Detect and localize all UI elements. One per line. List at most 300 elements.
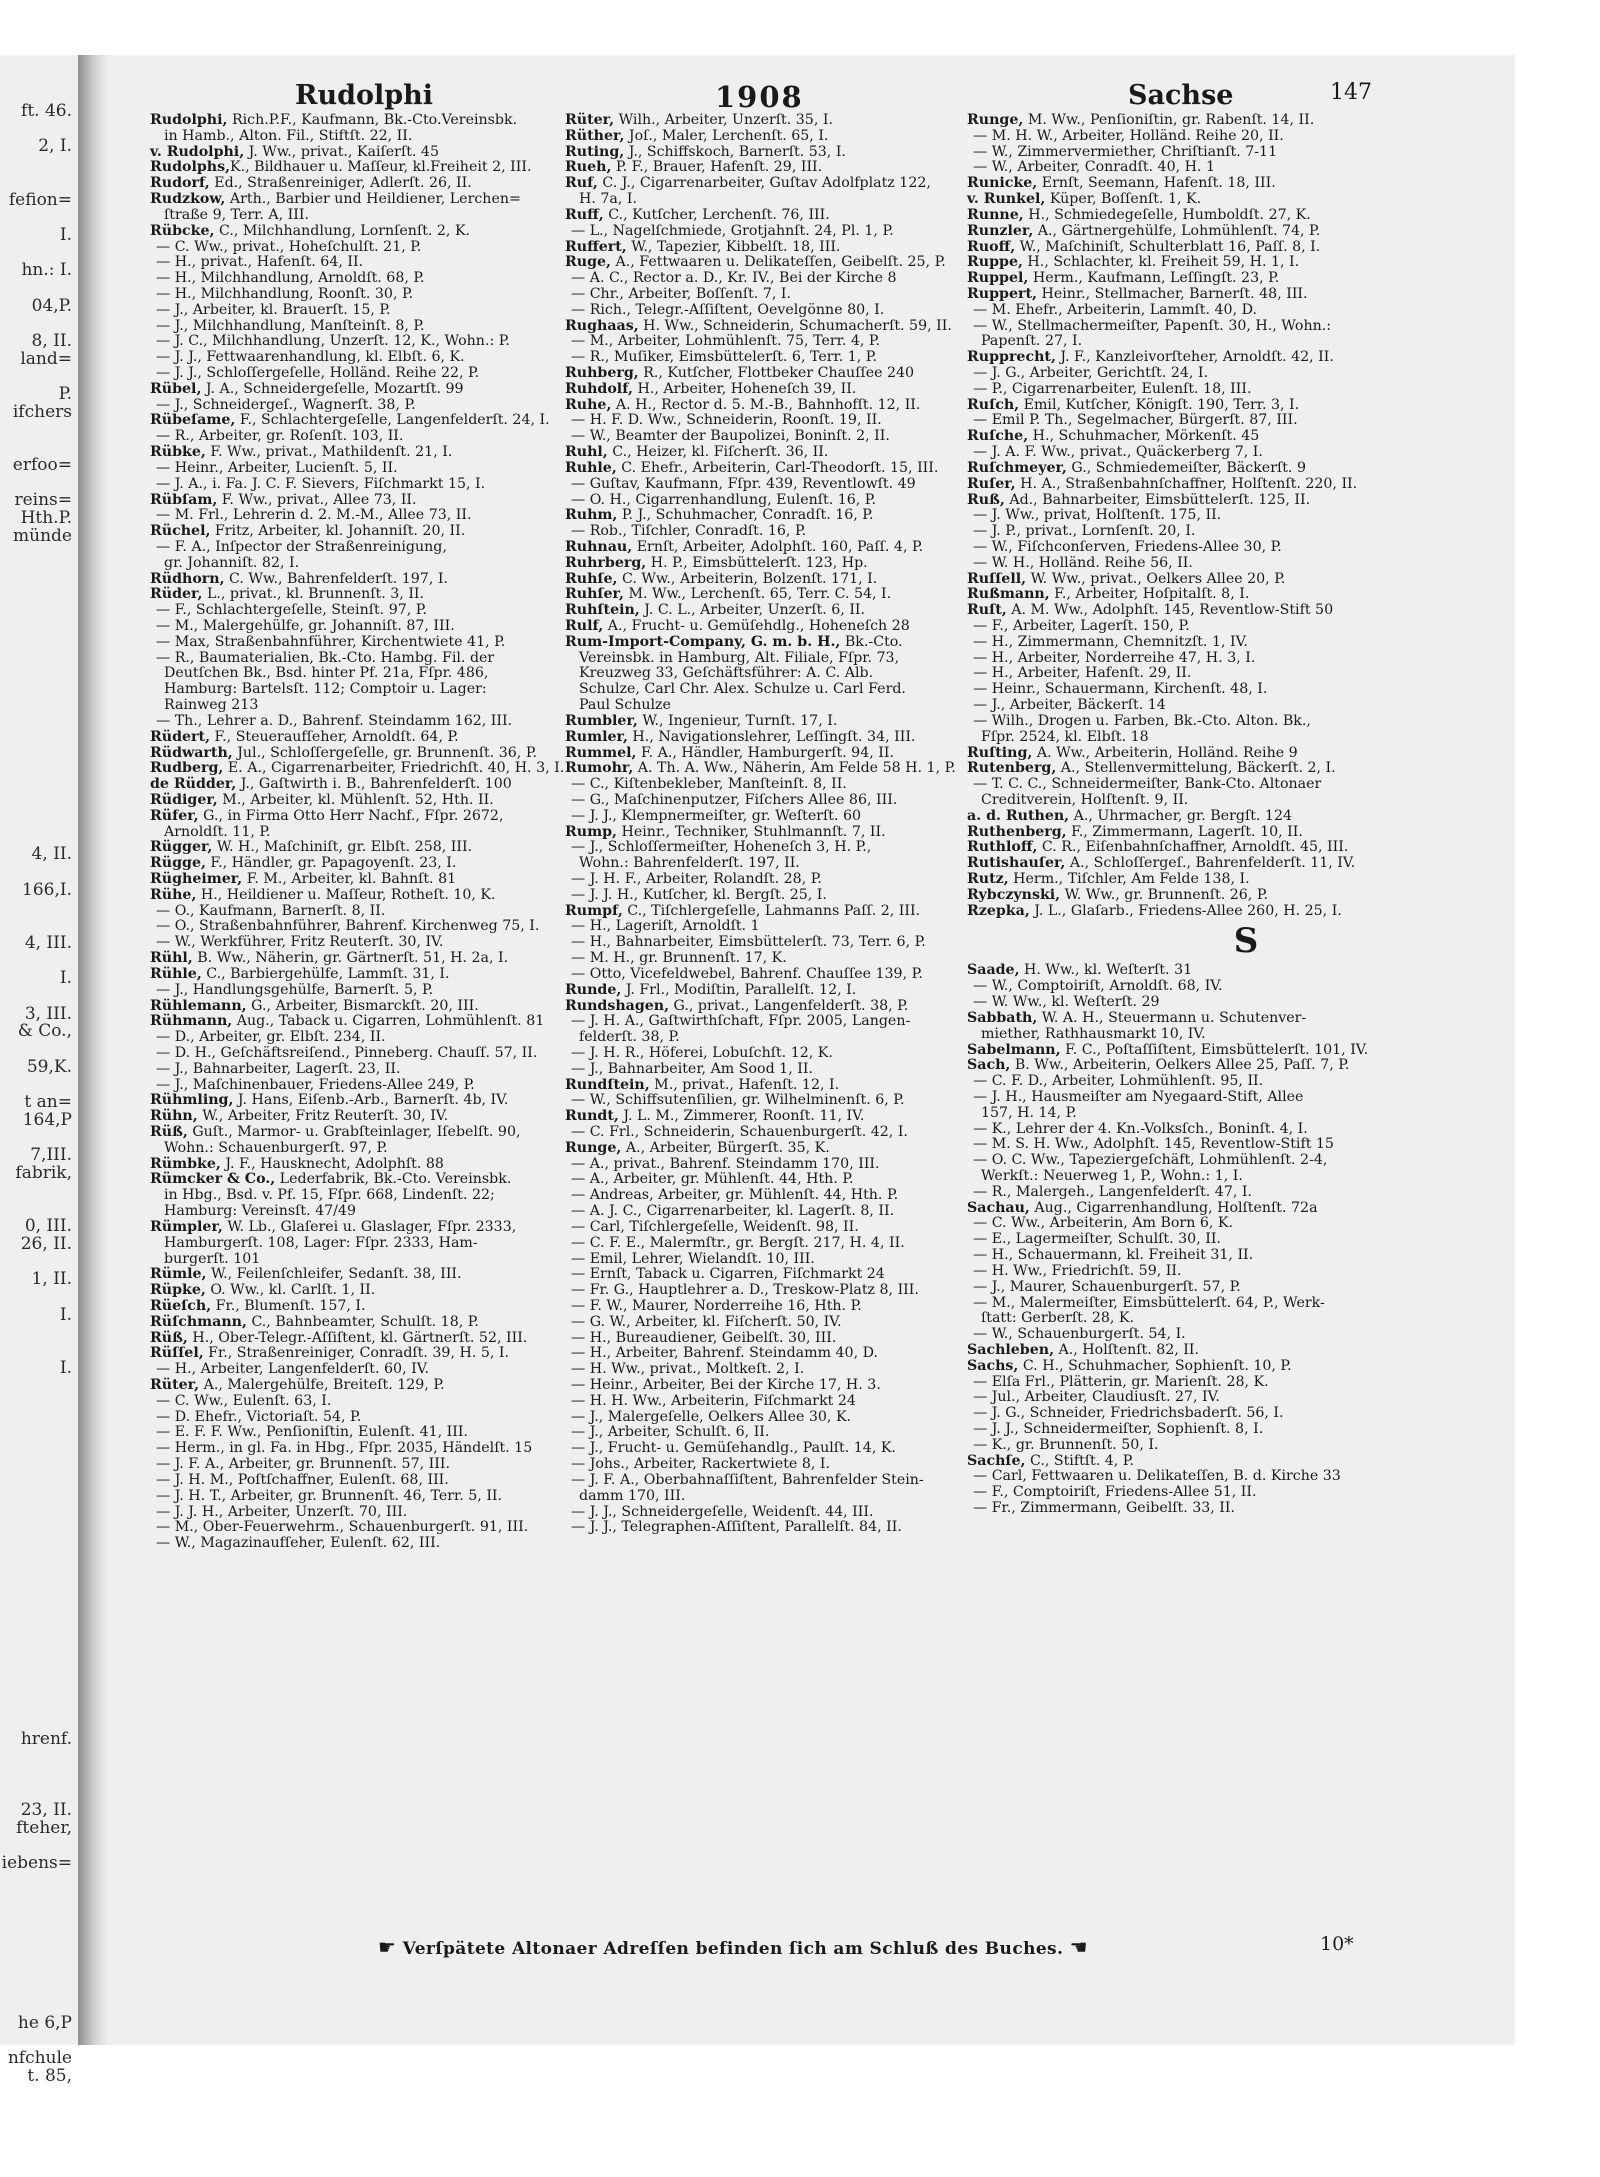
entry-surname: Rühmann, <box>150 1013 233 1030</box>
entry-details: W., Tapezier, Kibbelſt. 18, III. <box>626 238 841 255</box>
left-page-fragment: 26, II. <box>20 1233 72 1254</box>
directory-sub-entry: — J. J., Schneidergeſelle, Weidenſt. 44, III. <box>571 1503 874 1520</box>
directory-sub-entry: — F. A., Inſpector der Straßenreinigung, <box>156 538 447 555</box>
entry-details: A., Stellenvermittelung, Bäckerſt. 2, I. <box>1056 760 1336 777</box>
directory-entry <box>150 587 565 603</box>
entry-surname: Runzler, <box>967 222 1034 239</box>
entry-details: Aug., Taback u. Cigarren, Lohmühlenſt. 81 <box>232 1013 545 1030</box>
directory-sub-entry: — W., Zimmervermiether, Chriſtianſt. 7-11 <box>973 143 1278 160</box>
directory-sub-entry: — M. H. W., Arbeiter, Holländ. Reihe 20, II. <box>973 127 1284 144</box>
directory-sub-entry: — J., Schloſſermeiſter, Hoheneſch 3, H. P., <box>571 839 872 856</box>
entry-surname: Rutz, <box>967 871 1009 887</box>
directory-entry <box>967 888 1375 904</box>
entry-details: H. Ww., Schneiderin, Schumacherſt. 59, II. <box>638 317 952 334</box>
directory-entry <box>565 319 965 335</box>
directory-entry <box>150 382 565 398</box>
directory-entry <box>967 761 1375 777</box>
directory-sub-entry: — J., Schneidergeſ., Wagnerſt. 38, P. <box>156 396 416 413</box>
directory-entry <box>150 1125 565 1141</box>
entry-surname: Rudolphs, <box>150 159 231 176</box>
entry-surname: Rudolphi, <box>150 112 228 128</box>
entry-surname: Rum-Import-Company, G. m. b. H., <box>565 633 841 650</box>
entry-details: Bk.-Cto. <box>840 633 903 650</box>
directory-entry <box>150 888 565 904</box>
directory-sub-entry: — Fr., Zimmermann, Geibelſt. 33, II. <box>973 1500 1236 1517</box>
entry-details: Herm., Kaufmann, Leſſingſt. 23, P. <box>1028 270 1280 287</box>
directory-sub-entry: — H. Ww., privat., Moltkeſt. 2, I. <box>571 1361 805 1378</box>
entry-details: W. H., Maſchiniſt, gr. Elbſt. 258, III. <box>212 839 473 856</box>
entry-surname: Ruhe, <box>565 396 612 413</box>
directory-sub-entry: — J. H. A., Gaſtwirthſchaft, Fſpr. 2005, Langen- <box>571 1013 911 1030</box>
entry-surname: Rühle, <box>150 965 202 982</box>
directory-sub-entry: — W., Fiſchconſerven, Friedens-Allee 30, P. <box>973 538 1282 555</box>
directory-entry <box>150 113 565 129</box>
entry-surname: Rühlemann, <box>150 997 247 1014</box>
directory-entry <box>967 493 1375 509</box>
entry-surname: Rundt, <box>565 1108 619 1125</box>
directory-sub-entry: — H., Arbeiter, Bahrenf. Steindamm 40, D. <box>571 1345 878 1362</box>
entry-surname: Ruhl, <box>565 444 608 461</box>
directory-entry <box>565 556 965 572</box>
entry-continuation: Creditverein, Holſtenſt. 9, II. <box>981 791 1189 808</box>
entry-surname: Rüdhorn, <box>150 570 225 587</box>
entry-surname: Rudzkow, <box>150 191 226 208</box>
directory-entry <box>150 445 565 461</box>
entry-details: Ed., Straßenreiniger, Adlerſt. 26, II. <box>209 175 472 192</box>
entry-details: C. H., Schuhmacher, Sophienſt. 10, P. <box>1018 1357 1292 1374</box>
entry-surname: Runge, <box>967 112 1024 128</box>
directory-entry <box>565 113 965 129</box>
entry-continuation: miether, Rathhausmarkt 10, IV. <box>981 1025 1206 1042</box>
entry-surname: Rupprecht, <box>967 349 1056 366</box>
directory-entry <box>150 1331 565 1347</box>
entry-details: B. Ww., Näherin, gr. Gärtnerſt. 51, H. 2a, I. <box>192 950 509 967</box>
directory-sub-entry: — Fr. G., Hauptlehrer a. D., Treskow-Platz 8, III. <box>571 1282 919 1299</box>
entry-details: W., Arbeiter, Fritz Reuterſt. 30, IV. <box>197 1108 449 1125</box>
entry-details: M., privat., Hafenſt. 12, I. <box>649 1076 840 1093</box>
directory-sub-entry: — H., Schauermann, kl. Freiheit 31, II. <box>973 1247 1254 1264</box>
left-page-edge <box>0 100 78 2086</box>
entry-surname: Ruting, <box>565 143 625 160</box>
directory-sub-entry: — W., Arbeiter, Conradſt. 40, H. 1 <box>973 159 1216 176</box>
entry-continuation: ſtatt: Gerberſt. 28, K. <box>981 1310 1135 1327</box>
directory-sub-entry: — P., Cigarrenarbeiter, Eulenſt. 18, III. <box>973 380 1252 397</box>
directory-sub-entry: — C. Ww., Eulenſt. 63, I. <box>156 1392 332 1409</box>
directory-sub-entry: — Jul., Arbeiter, Claudiusſt. 27, IV. <box>973 1389 1220 1406</box>
entry-details: W., Feilenſchleifer, Sedanſt. 38, III. <box>206 1266 462 1283</box>
entry-surname: Runicke, <box>967 175 1038 192</box>
entry-surname: Rughaas, <box>565 317 639 334</box>
directory-sub-entry: — J. A., i. Fa. J. C. F. Sievers, Fiſchmarkt 15, I. <box>156 475 486 492</box>
entry-details: W., Maſchiniſt, Schulterblatt 16, Paſſ. 8, I. <box>1015 238 1321 255</box>
entry-continuation: in Hbg., Bsd. v. Pf. 15, Fſpr. 668, Lindenſt. 22; <box>164 1187 495 1204</box>
directory-entry <box>565 587 965 603</box>
entry-details: H. A., Straßenbahnſchaffner, Holſtenſt. 220, II. <box>1015 475 1358 492</box>
directory-entry <box>565 603 965 619</box>
left-page-fragment: iebens= <box>1 1853 72 1874</box>
directory-sub-entry: — J. F. A., Oberbahnaſſiſtent, Bahrenfelder Stein- <box>571 1471 924 1488</box>
directory-sub-entry: — D., Arbeiter, gr. Elbſt. 234, II. <box>156 1029 386 1046</box>
directory-entry <box>967 113 1375 129</box>
directory-column-3 <box>967 113 1375 1928</box>
directory-entry <box>150 746 565 762</box>
entry-details: H., Schmiedegeſelle, Humboldſt. 27, K. <box>1023 206 1311 223</box>
directory-sub-entry: — W., Comptoiriſt, Arnoldſt. 68, IV. <box>973 978 1223 995</box>
directory-sub-entry: — H., Milchhandlung, Arnoldſt. 68, P. <box>156 270 425 287</box>
entry-surname: Rumler, <box>565 728 628 745</box>
entry-details: R., Kutſcher, Flottbeker Chauſſee 240 <box>638 365 915 381</box>
entry-surname: Ruſt, <box>967 602 1007 619</box>
left-page-fragment: 8, II. <box>31 331 72 352</box>
entry-details: F., Steueraufſeher, Arnoldſt. 64, P. <box>210 728 459 745</box>
directory-entry <box>150 809 565 825</box>
directory-entry <box>565 730 965 746</box>
entry-surname: Ruhnau, <box>565 538 633 555</box>
directory-entry <box>150 1220 565 1236</box>
entry-details: Fr., Blumenſt. 157, I. <box>211 1297 366 1314</box>
entry-details: Fritz, Arbeiter, kl. Johanniſt. 20, II. <box>210 523 466 540</box>
entry-surname: Ruhm, <box>565 507 618 524</box>
entry-surname: Sabbath, <box>967 1009 1038 1026</box>
entry-details: A. M. Ww., Adolphſt. 145, Reventlow-Stift 50 <box>1006 602 1334 619</box>
entry-details: A., Fettwaaren u. Delikateſſen, Geibelſt. 25, P. <box>611 254 946 271</box>
left-page-fragment: t an= <box>24 1092 72 1113</box>
directory-sub-entry: — D. Ehefr., Victoriaſt. 54, P. <box>156 1408 362 1425</box>
entry-details: G., Arbeiter, Bismarckſt. 20, III. <box>246 997 479 1014</box>
directory-entry <box>565 714 965 730</box>
entry-details: H., Ober-Telegr.-Aſſiſtent, kl. Gärtnerſt. 52, III. <box>187 1329 528 1346</box>
entry-details: P. J., Schuhmacher, Conradſt. 16, P. <box>617 507 874 524</box>
directory-sub-entry: — G. W., Arbeiter, kl. Fiſcherſt. 50, IV. <box>571 1313 842 1330</box>
left-page-fragment: 23, II. <box>20 1800 72 1821</box>
entry-surname: Rühl, <box>150 950 193 967</box>
entry-surname: Rundſtein, <box>565 1076 650 1093</box>
entry-continuation: Schulze, Carl Chr. Alex. Schulze u. Carl Ferd. <box>579 681 906 698</box>
directory-sub-entry: — T. C. C., Schneidermeiſter, Bank-Cto. Altonaer <box>973 776 1322 793</box>
entry-details: F., Schlachtergeſelle, Langenfelderſt. 24, I. <box>235 412 550 429</box>
entry-details: C., Heizer, kl. Fiſcherſt. 36, II. <box>607 444 829 461</box>
directory-sub-entry: — J., Bahnarbeiter, Am Sood 1, II. <box>571 1060 813 1077</box>
entry-details: A., Uhrmacher, gr. Bergſt. 124 <box>1069 807 1292 824</box>
entry-surname: Rüſſel, <box>150 1345 204 1362</box>
directory-sub-entry: — J., Maſchinenbauer, Friedens-Allee 249, P. <box>156 1076 475 1093</box>
entry-surname: a. d. Ruthen, <box>967 807 1070 824</box>
directory-entry <box>565 145 965 161</box>
directory-sub-entry: — L., Nagelſchmiede, Grotjahnſt. 24, Pl. 1, P. <box>571 222 894 239</box>
header-left-keyword: Rudolphi <box>295 80 433 111</box>
directory-sub-entry: — J., Milchhandlung, Manſteinſt. 8, P. <box>156 317 425 334</box>
left-page-fragment: münde <box>13 525 72 546</box>
left-page-fragment: 7,III. <box>30 1145 72 1166</box>
directory-sub-entry: — Wilh., Drogen u. Farben, Bk.-Cto. Alton. Bk., <box>973 712 1311 729</box>
entry-continuation: Wohn.: Schauenburgerſt. 97, P. <box>164 1139 388 1156</box>
entry-details: C., Bahnbeamter, Schulſt. 18, P. <box>246 1313 479 1330</box>
directory-entry <box>967 255 1375 271</box>
directory-entry <box>565 983 965 999</box>
pointing-hand-icon: ☚ <box>1069 1935 1089 1959</box>
directory-sub-entry: — Johs., Arbeiter, Rackertwiete 8, I. <box>571 1456 830 1473</box>
left-page-fragment: 4, II. <box>31 844 72 865</box>
entry-details: C., Tiſchlergeſelle, Lahmanns Paſſ. 2, III. <box>622 902 921 919</box>
entry-continuation: ſtraße 9, Terr. A, III. <box>164 206 309 223</box>
directory-sub-entry: — Carl, Tiſchlergeſelle, Weidenſt. 98, II. <box>571 1218 859 1235</box>
entry-surname: Ruhberg, <box>565 365 639 381</box>
left-page-fragment: he 6,P <box>17 2012 72 2033</box>
entry-surname: Runge, <box>565 1139 622 1156</box>
entry-continuation: Fſpr. 2524, kl. Elbſt. 18 <box>981 728 1149 745</box>
book-gutter <box>78 55 108 2045</box>
directory-sub-entry: — Guſtav, Kaufmann, Fſpr. 439, Reventlowſt. 49 <box>571 475 916 492</box>
directory-sub-entry: — J. H. R., Höferei, Lobuſchſt. 12, K. <box>571 1044 833 1061</box>
left-page-fragment: fabrik, <box>15 1163 72 1183</box>
directory-entry <box>967 1043 1375 1059</box>
left-page-fragment: 2, I. <box>38 136 72 157</box>
directory-sub-entry: — C., Kiſtenbekleber, Manſteinſt. 8, II. <box>571 776 847 793</box>
directory-sub-entry: — J. J., Klempnermeiſter, gr. Weſterſt. 60 <box>571 807 862 824</box>
entry-details: F. Ww., privat., Allee 73, II. <box>217 491 417 508</box>
directory-sub-entry: — W., Stellmachermeiſter, Papenſt. 30, H., Wohn.: <box>973 317 1332 334</box>
directory-sub-entry: — A., Arbeiter, gr. Mühlenſt. 44, Hth. P. <box>571 1171 854 1188</box>
left-page-fragment: t. 85, <box>27 2065 72 2086</box>
directory-entry <box>150 1093 565 1109</box>
directory-entry <box>150 840 565 856</box>
directory-sub-entry: — J. J., Schneidermeiſter, Sophienſt. 8, I. <box>973 1421 1264 1437</box>
entry-surname: Rüdert, <box>150 728 211 745</box>
directory-column-1 <box>150 113 565 1928</box>
directory-sub-entry: — A. J. C., Cigarrenarbeiter, kl. Lagerſt. 8, II. <box>571 1203 895 1220</box>
directory-sub-entry: — C. F. E., Malermſtr., gr. Bergſt. 217, H. 4, II. <box>571 1234 905 1251</box>
directory-entry <box>967 398 1375 414</box>
entry-details: W. A. H., Steuermann u. Schutenver- <box>1037 1009 1307 1026</box>
left-page-fragment: I. <box>59 1304 72 1325</box>
entry-surname: Rüß, <box>150 1329 188 1346</box>
entry-surname: v. Rudolphi, <box>150 143 245 160</box>
directory-sub-entry: — G., Maſchinenputzer, Fiſchers Allee 86, III. <box>571 791 898 808</box>
entry-surname: Rybczynski, <box>967 886 1061 903</box>
entry-continuation: Arnoldſt. 11, P. <box>164 823 271 840</box>
directory-sub-entry: — J. H. T., Arbeiter, gr. Brunnenſt. 46, Terr. 5, II. <box>156 1487 503 1504</box>
directory-sub-entry: — W., Magazinaufſeher, Eulenſt. 62, III. <box>156 1535 441 1552</box>
entry-continuation: felderſt. 38, P. <box>579 1029 680 1046</box>
directory-sub-entry: — J. J. H., Arbeiter, Unzerſt. 70, III. <box>156 1503 408 1520</box>
directory-entry <box>150 856 565 872</box>
directory-entry <box>150 1172 565 1188</box>
directory-column-2 <box>565 113 965 1928</box>
entry-details: Herm., Tiſchler, Am Felde 138, I. <box>1008 871 1250 887</box>
entry-surname: Rüfer, <box>150 807 199 824</box>
entry-surname: Rutishauſer, <box>967 855 1066 872</box>
entry-surname: Ruhſer, <box>565 586 624 603</box>
directory-entry <box>967 461 1375 477</box>
directory-entry <box>565 904 965 920</box>
directory-entry <box>150 1267 565 1283</box>
directory-sub-entry: — C. Ww., Arbeiterin, Am Born 6, K. <box>973 1215 1234 1232</box>
directory-entry <box>967 287 1375 303</box>
left-page-fragment: I. <box>59 968 72 989</box>
directory-entry <box>565 540 965 556</box>
entry-details: Ad., Bahnarbeiter, Eimsbüttelerſt. 125, II. <box>1004 491 1311 508</box>
left-page-fragment: ft. 46. <box>21 101 72 121</box>
entry-continuation: 157, H. 14, P. <box>981 1104 1077 1121</box>
entry-surname: Rüeſch, <box>150 1297 212 1314</box>
directory-sub-entry: — H., Arbeiter, Norderreihe 47, H. 3, I. <box>973 649 1256 666</box>
left-page-fragment: I. <box>59 1357 72 1378</box>
entry-details: C., Stiftſt. 4, P. <box>1025 1452 1134 1469</box>
entry-details: A. H., Rector d. 5. M.-B., Bahnhofſt. 12, II. <box>611 396 921 413</box>
directory-sub-entry: — W. H., Holländ. Reihe 56, II. <box>973 554 1193 571</box>
entry-continuation: Hamburgerſt. 108, Lager: Fſpr. 2333, Ham- <box>164 1234 478 1251</box>
directory-entry <box>565 1109 965 1125</box>
directory-sub-entry: — J. A. F. Ww., privat., Quäckerberg 7, I. <box>973 444 1263 461</box>
directory-entry <box>150 730 565 746</box>
directory-sub-entry: — R., Arbeiter, gr. Roſenſt. 103, II. <box>156 428 404 445</box>
left-page-fragment: land= <box>20 348 72 369</box>
left-page-fragment: 1, II. <box>31 1269 72 1290</box>
directory-entry <box>150 967 565 983</box>
directory-entry <box>150 1346 565 1362</box>
directory-sub-entry: — H. F. D. Ww., Schneiderin, Roonſt. 19, II. <box>571 412 882 429</box>
directory-entry <box>565 746 965 762</box>
entry-details: F. C., Poſtaſſiſtent, Eimsbüttelerſt. 101, IV. <box>1060 1041 1369 1058</box>
left-page-fragment: reins= <box>14 490 72 511</box>
entry-surname: Ruppert, <box>967 285 1037 302</box>
entry-details: Jul., Schloſſergeſelle, gr. Brunnenſt. 36, P. <box>232 744 537 761</box>
entry-details: M. Ww., Penſioniſtin, gr. Rabenſt. 14, II. <box>1023 112 1315 128</box>
directory-entry <box>967 477 1375 493</box>
entry-continuation: Rainweg 213 <box>164 697 259 714</box>
directory-entry <box>150 872 565 888</box>
directory-entry <box>967 176 1375 192</box>
entry-details: Küper, Boſſenſt. 1, K. <box>1045 191 1202 208</box>
entry-details: F., Zimmermann, Lagerſt. 10, II. <box>1066 823 1303 840</box>
left-page-fragment: & Co., <box>17 1021 72 1042</box>
directory-sub-entry: — W., Beamter der Baupolizei, Boninſt. 2, II. <box>571 428 890 445</box>
entry-surname: Ruff, <box>565 206 604 223</box>
entry-surname: Rüpke, <box>150 1282 206 1299</box>
entry-details: L., privat., kl. Brunnenſt. 3, II. <box>202 586 425 603</box>
left-page-fragment: Hth.P. <box>20 508 72 529</box>
directory-entry <box>565 445 965 461</box>
directory-entry <box>967 208 1375 224</box>
entry-details: W., Ingenieur, Turnſt. 17, I. <box>637 712 838 729</box>
entry-details: Heinr., Stellmacher, Barnerſt. 48, III. <box>1036 285 1308 302</box>
directory-sub-entry: — W. Ww., kl. Weſterſt. 29 <box>973 994 1160 1011</box>
entry-continuation: Wohn.: Bahrenfelderſt. 197, II. <box>579 855 800 872</box>
directory-sub-entry: — Otto, Vicefeldwebel, Bahrenf. Chauſſee 139, P. <box>571 965 923 982</box>
entry-surname: Rümle, <box>150 1266 207 1283</box>
directory-sub-entry: — Carl, Fettwaaren u. Delikateſſen, B. d. Kirche 33 <box>973 1468 1341 1485</box>
directory-sub-entry: — M. Frl., Lehrerin d. 2. M.-M., Allee 73, II. <box>156 507 472 524</box>
entry-details: G., in Firma Otto Herr Nachf., Fſpr. 2672, <box>198 807 504 824</box>
left-page-fragment: I. <box>59 224 72 245</box>
directory-entry <box>150 160 565 176</box>
directory-entry <box>967 809 1375 825</box>
entry-surname: Rümcker & Co., <box>150 1171 276 1188</box>
entry-details: G., privat., Langenfelderſt. 38, P. <box>669 997 909 1014</box>
directory-entry <box>967 271 1375 287</box>
header-right-keyword: Sachse <box>1128 80 1234 111</box>
directory-entry <box>150 145 565 161</box>
directory-sub-entry: — J. P., privat., Lornſenſt. 20, I. <box>973 523 1196 540</box>
entry-surname: Rübke, <box>150 444 206 461</box>
entry-details: F. M., Arbeiter, kl. Bahnſt. 81 <box>242 871 457 887</box>
directory-entry <box>967 1201 1375 1217</box>
entry-details: C. Ww., Bahrenfelderſt. 197, I. <box>224 570 448 587</box>
directory-entry <box>967 856 1375 872</box>
directory-sub-entry: — M. Ehefr., Arbeiterin, Lammſt. 40, D. <box>973 301 1257 318</box>
directory-entry <box>565 382 965 398</box>
directory-entry <box>967 904 1375 920</box>
left-page-fragment: hrenf. <box>20 1729 72 1750</box>
directory-sub-entry: — R., Muſiker, Eimsbüttelerſt. 6, Terr. 1, P. <box>571 349 877 366</box>
header-year: 1908 <box>715 80 804 114</box>
entry-surname: Ruſche, <box>967 428 1029 445</box>
entry-surname: Rüdwarth, <box>150 744 233 761</box>
directory-sub-entry: — D. H., Geſchäftsreiſend., Pinneberg. Chauſſ. 57, II. <box>156 1044 538 1061</box>
entry-details: Aug., Cigarrenhandlung, Holſtenſt. 72a <box>1029 1199 1318 1216</box>
entry-details: J. F., Hausknecht, Adolphſt. 88 <box>220 1155 444 1172</box>
entry-surname: Rudorf, <box>150 175 210 192</box>
left-page-fragment: 59,K. <box>26 1056 72 1077</box>
directory-sub-entry: — J. H. F., Arbeiter, Rolandſt. 28, P. <box>571 871 822 887</box>
entry-surname: Ruhdolf, <box>565 380 633 397</box>
directory-sub-entry: — C. Frl., Schneiderin, Schauenburgerſt. 42, I. <box>571 1124 908 1140</box>
entry-details: O. Ww., kl. Carlſt. 1, II. <box>205 1282 376 1299</box>
entry-details: J. L., Glaſarb., Friedens-Allee 260, H. 25, I. <box>1029 902 1342 919</box>
directory-sub-entry: — J., Arbeiter, Schulſt. 6, II. <box>571 1424 770 1441</box>
entry-details: A., Gärtnergehülfe, Lohmühlenſt. 74, P. <box>1033 222 1321 239</box>
sheet-signature: 10* <box>1320 1933 1354 1955</box>
directory-sub-entry: — W., Schauenburgerſt. 54, I. <box>973 1326 1186 1343</box>
directory-entry <box>565 255 965 271</box>
entry-details: Heinr., Techniker, Stuhlmannſt. 7, II. <box>616 823 886 840</box>
directory-entry <box>967 746 1375 762</box>
directory-sub-entry: — H., Lageriſt, Arnoldſt. 1 <box>571 918 760 935</box>
entry-details: C. Ehefr., Arbeiterin, Carl-Theodorſt. 15, III. <box>616 459 939 476</box>
directory-sub-entry: — J., Bahnarbeiter, Lagerſt. 23, II. <box>156 1060 401 1077</box>
entry-details: A., Schloſſergeſ., Bahrenfelderſt. 11, IV. <box>1065 855 1356 872</box>
entry-details: J. Hans, Eiſenb.-Arb., Barnerſt. 4b, IV. <box>233 1092 509 1109</box>
entry-continuation: Vereinsbk. in Hamburg, Alt. Filiale, Fſpr. 73, <box>579 649 900 666</box>
left-page-fragment: 04,P. <box>31 295 72 316</box>
directory-sub-entry: — O., Kaufmann, Barnerſt. 8, II. <box>156 902 386 919</box>
entry-details: J. Ww., privat., Kaiſerſt. 45 <box>244 143 439 160</box>
directory-sub-entry: — K., Lehrer der 4. Kn.-Volksſch., Boninſt. 4, I. <box>973 1120 1308 1137</box>
directory-sub-entry: — Heinr., Arbeiter, Lucienſt. 5, II. <box>156 459 398 476</box>
directory-sub-entry: — M. H., gr. Brunnenſt. 17, K. <box>571 950 787 967</box>
entry-surname: Rübſam, <box>150 491 218 508</box>
directory-entry <box>565 999 965 1015</box>
left-page-fragment: 164,P <box>22 1109 72 1130</box>
directory-entry <box>565 508 965 524</box>
entry-surname: Ruffert, <box>565 238 627 255</box>
entry-surname: Rundshagen, <box>565 997 670 1014</box>
directory-sub-entry: — Heinr., Arbeiter, Bei der Kirche 17, H. 3. <box>571 1377 881 1393</box>
entry-details: F., Arbeiter, Hoſpitalſt. 8, I. <box>1049 586 1250 603</box>
entry-surname: Ruhſe, <box>565 570 618 587</box>
entry-details: H. Ww., kl. Weſterſt. 31 <box>1019 962 1193 979</box>
directory-sub-entry: — F., Schlachtergeſelle, Steinſt. 97, P. <box>156 602 427 619</box>
entry-surname: Rüter, <box>565 112 615 128</box>
directory-sub-entry: — J., Arbeiter, Bäckerſt. 14 <box>973 697 1166 714</box>
entry-details: C. Ww., Arbeiterin, Bolzenſt. 171, I. <box>617 570 878 587</box>
directory-entry <box>150 761 565 777</box>
directory-sub-entry: — H., Bureaudiener, Geibelſt. 30, III. <box>571 1329 837 1346</box>
entry-surname: Ruhrberg, <box>565 554 647 571</box>
directory-entry <box>565 240 965 256</box>
footer-note <box>378 1935 1088 1959</box>
directory-sub-entry: — J. Ww., privat, Holſtenſt. 175, II. <box>973 507 1222 524</box>
